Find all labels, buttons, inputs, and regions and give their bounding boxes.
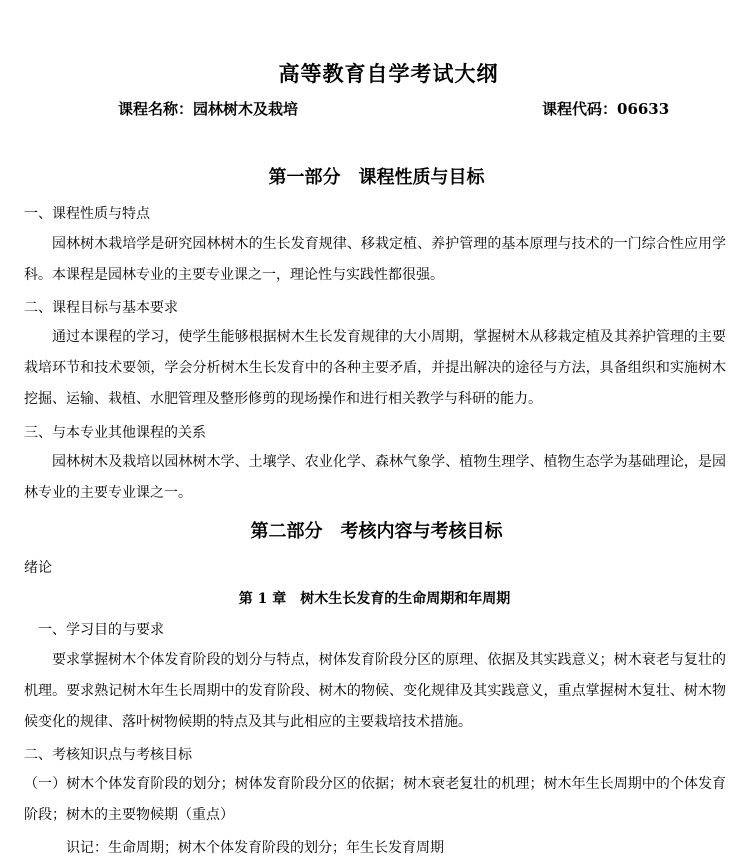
chapter1-section-title-knowledge: 二、考核知识点与考核目标 bbox=[24, 747, 192, 763]
chapter1-recall-line: 识记：生命周期；树木个体发育阶段的划分；年生长发育周期 bbox=[66, 840, 444, 856]
course-name: 课程名称：园林树木及栽培 bbox=[118, 100, 299, 118]
chapter1-heading: 第 1 章 树木生长发育的生命周期和年周期 bbox=[238, 591, 511, 607]
course-code: 课程代码：06633 bbox=[542, 100, 670, 118]
paragraph-goals: 通过本课程的学习，使学生能够根据树木生长发育规律的大小周期，掌握树木从移栽定植及其养护管理的主要栽培环节和技术要领，学会分析树木生长发育中的各种主要矛盾，并提出解决的途径与方法，具备组织和实施树木挖掘、运输、栽植、水肥管理及整形修剪的现场操作和进行相关教学与科研的能力。 bbox=[24, 329, 726, 407]
chapter1-section-title-objectives: 一、学习目的与要求 bbox=[38, 622, 164, 638]
paragraph-relations: 园林树木及栽培以园林树木学、土壤学、农业化学、森林气象学、植物生理学、植物生态学为基础理论，是园林专业的主要专业课之一。 bbox=[24, 454, 726, 501]
intro-label: 绪论 bbox=[24, 560, 52, 576]
part1-heading: 第一部分 课程性质与目标 bbox=[268, 167, 485, 188]
part2-heading: 第二部分 考核内容与考核目标 bbox=[250, 521, 503, 542]
paragraph-nature: 园林树木栽培学是研究园林树木的生长发育规律、移栽定植、养护管理的基本原理与技术的一门综合性应用学科。本课程是园林专业的主要专业课之一，理论性与实践性都很强。 bbox=[24, 236, 726, 283]
document-title: 高等教育自学考试大纲 bbox=[278, 61, 499, 86]
section-title-goals: 二、课程目标与基本要求 bbox=[24, 300, 178, 316]
section-title-nature: 一、课程性质与特点 bbox=[24, 206, 150, 222]
chapter1-paragraph-objectives: 要求掌握树木个体发育阶段的划分与特点，树体发育阶段分区的原理、依据及其实践意义；树木衰老与复壮的机理。要求熟记树木年生长周期中的发育阶段、树木的物候、变化规律及其实践意义，重点掌握树木复壮、树木物候变化的规律、落叶树物候期的特点及其与此相应的主要栽培技术措施。 bbox=[24, 652, 726, 730]
chapter1-knowledge-item-1: （一）树木个体发育阶段的划分；树体发育阶段分区的依据；树木衰老复壮的机理；树木年生长周期中的个体发育阶段；树木的主要物候期（重点） bbox=[24, 776, 726, 823]
section-title-relations: 三、与本专业其他课程的关系 bbox=[24, 425, 206, 441]
